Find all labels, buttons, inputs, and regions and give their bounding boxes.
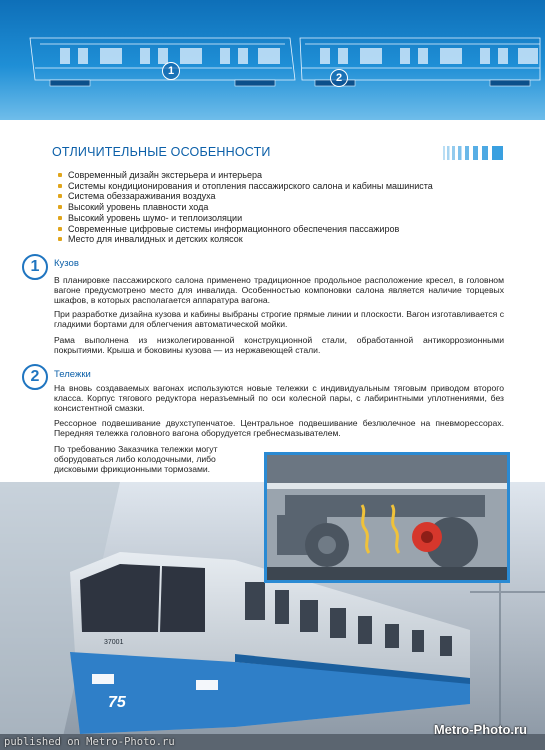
marker-1: 1 xyxy=(162,62,180,80)
bogie-photo xyxy=(264,452,510,583)
section-1-number: 1 xyxy=(22,254,48,280)
published-credit: published on Metro-Photo.ru xyxy=(4,736,175,748)
list-item: Место для инвалидных и детских колясок xyxy=(58,234,433,245)
train-logo: 75 xyxy=(108,694,126,711)
watermark-logo: Metro-Photo.ru xyxy=(433,722,527,737)
header-band xyxy=(0,0,545,120)
section-2-number: 2 xyxy=(22,364,48,390)
list-item: Система обеззараживания воздуха xyxy=(58,191,433,202)
section-1-paragraph: Рама выполнена из низколегированной конструкционной стали, обработанной антикоррозионными покрытиями. Крыша и боковины кузова — из нержавеющей стали. xyxy=(54,335,504,356)
train-number: 37001 xyxy=(104,639,124,646)
list-item: Современный дизайн экстерьера и интерьера xyxy=(58,170,433,181)
features-list xyxy=(58,170,433,245)
section-2-title: Тележки xyxy=(54,369,91,380)
list-item: Системы кондиционирования и отопления пассажирского салона и кабины машиниста xyxy=(58,181,433,192)
section-1-paragraph: В планировке пассажирского салона применено традиционное продольное расположение кресел, в головном вагоне предусмотрено место для инвалида. Особенностью компоновки салона является наличие торцевых шкафов, в которых располагается аппаратура вагона. xyxy=(54,275,504,306)
list-item: Современные цифровые системы информационного обеспечения пассажиров xyxy=(58,224,433,235)
page-title: ОТЛИЧИТЕЛЬНЫЕ ОСОБЕННОСТИ xyxy=(52,145,271,159)
decorative-bars xyxy=(443,146,503,160)
list-item: Высокий уровень плавности хода xyxy=(58,202,433,213)
train-blueprint-drawing xyxy=(0,18,545,98)
section-2-paragraph: Рессорное подвешивание двухступенчатое. Центральное подвешивание безлюлечное на пневморессорах. Передняя тележка головного вагона оборудуется гребнесмазывателем. xyxy=(54,418,504,439)
section-2-paragraph: По требованию Заказчика тележки могут оборудоваться либо колодочными, либо дисковыми фрикционными тормозами. xyxy=(54,444,218,475)
list-item: Высокий уровень шумо- и теплоизоляции xyxy=(58,213,433,224)
section-2-paragraph: На вновь создаваемых вагонах используются новые тележки с индивидуальным тяговым приводом второго класса. Корпус тягового редуктора неразъемный по оси колесной пары, с лабиринтными уплотнениями, без консистентной смазки. xyxy=(54,383,504,414)
marker-2: 2 xyxy=(330,69,348,87)
section-1-paragraph: При разработке дизайна кузова и кабины выбраны строгие прямые линии и плоскости. Вагон изготавливается с гладкими бортами для облегчения автоматической мойки. xyxy=(54,309,504,330)
section-1-title: Кузов xyxy=(54,258,79,269)
